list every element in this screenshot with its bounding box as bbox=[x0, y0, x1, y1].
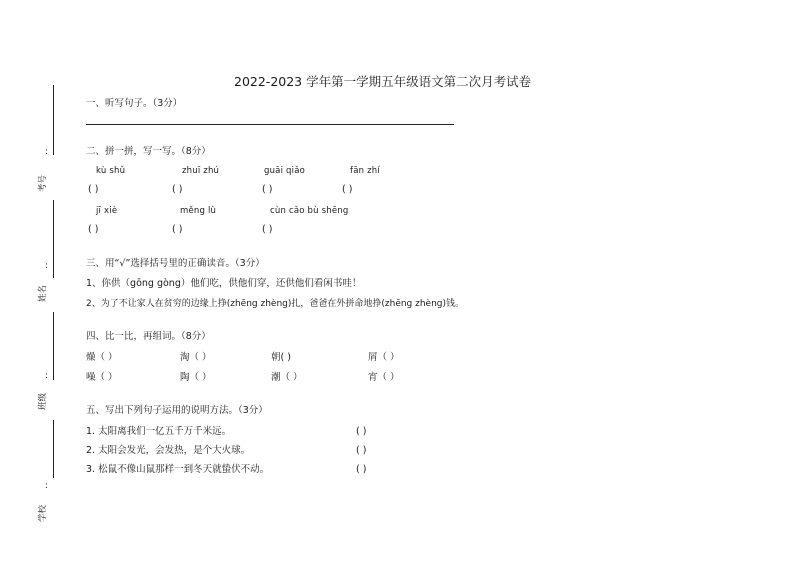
sidebar-colon: : bbox=[45, 481, 49, 491]
pinyin-item: kù shǔ bbox=[96, 166, 126, 176]
answer-blank[interactable]: ( ) bbox=[356, 464, 367, 475]
pinyin-item: guāi qiǎo bbox=[264, 166, 306, 176]
question-line: 2、为了不让家人在贫穷的边缘上挣(zhēng zhèng)扎，爸爸在外拼命地挣(zhēng zhèng)钱。 bbox=[86, 299, 465, 309]
word-item[interactable]: 燥（ ） bbox=[86, 352, 118, 363]
word-item[interactable]: 陶（ ） bbox=[180, 372, 212, 383]
page-title: 2022-2023 学年第一学期五年级语文第二次月考试卷 bbox=[234, 74, 532, 89]
sidebar-label-school: 学校 bbox=[38, 504, 48, 522]
question-line: 1. 太阳离我们一亿五千万千米远。 bbox=[86, 426, 232, 437]
answer-blank[interactable]: ( ) bbox=[172, 184, 183, 195]
section1-heading: 一、听写句子。（3分） bbox=[86, 98, 183, 109]
binding-line-top bbox=[53, 85, 54, 155]
section3-heading: 三、用“√”选择括号里的正确读音。（3分） bbox=[86, 258, 265, 269]
answer-blank[interactable]: ( ) bbox=[172, 224, 183, 235]
word-item[interactable]: 宵（ ） bbox=[368, 372, 400, 383]
section4-heading: 四、比一比，再组词。（8分） bbox=[86, 331, 211, 342]
answer-blank[interactable]: ( ) bbox=[262, 184, 273, 195]
answer-blank[interactable]: ( ) bbox=[356, 445, 367, 456]
question-line: 3. 松鼠不像山鼠那样一到冬天就蛰伏不动。 bbox=[86, 464, 270, 475]
word-item[interactable]: 淘（ ） bbox=[180, 352, 212, 363]
binding-line-mid2 bbox=[53, 312, 54, 380]
question-line: 2. 太阳会发光，会发热，是个大火球。 bbox=[86, 445, 251, 456]
section5-heading: 五、写出下列句子运用的说明方法。（3分） bbox=[86, 405, 268, 416]
word-item[interactable]: 朝( ) bbox=[271, 352, 291, 363]
pinyin-item: jī xiè bbox=[96, 206, 118, 216]
answer-blank[interactable]: ( ) bbox=[342, 184, 353, 195]
sidebar-label-class: 班级 bbox=[38, 392, 48, 410]
pinyin-item: cùn cǎo bù shēng bbox=[270, 206, 349, 216]
sidebar-colon: : bbox=[45, 261, 49, 271]
answer-blank[interactable]: ( ) bbox=[356, 426, 367, 437]
binding-line-mid1 bbox=[53, 200, 54, 278]
section2-heading: 二、拼一拼，写一写。（8分） bbox=[86, 146, 211, 157]
answer-blank[interactable]: ( ) bbox=[88, 184, 99, 195]
pinyin-item: zhuī zhú bbox=[182, 166, 220, 176]
dictation-answer-line[interactable] bbox=[86, 124, 454, 125]
pinyin-item: měng lù bbox=[180, 206, 217, 216]
answer-blank[interactable]: ( ) bbox=[88, 224, 99, 235]
word-item[interactable]: 潮（ ） bbox=[271, 372, 303, 383]
question-line: 1、你供（gōng gòng）他们吃，供他们穿，还供他们看闲书哇！ bbox=[86, 278, 362, 289]
answer-blank[interactable]: ( ) bbox=[262, 224, 273, 235]
sidebar-label-exam-number: 考号 bbox=[38, 174, 48, 192]
word-item[interactable]: 屑（ ） bbox=[368, 352, 400, 363]
sidebar-colon: : bbox=[45, 371, 49, 381]
pinyin-item: fān zhí bbox=[350, 166, 380, 176]
sidebar-colon: : bbox=[45, 147, 49, 157]
sidebar-label-name: 姓名 bbox=[38, 284, 48, 302]
word-item[interactable]: 噪（ ） bbox=[86, 372, 118, 383]
binding-line-mid3 bbox=[53, 420, 54, 478]
